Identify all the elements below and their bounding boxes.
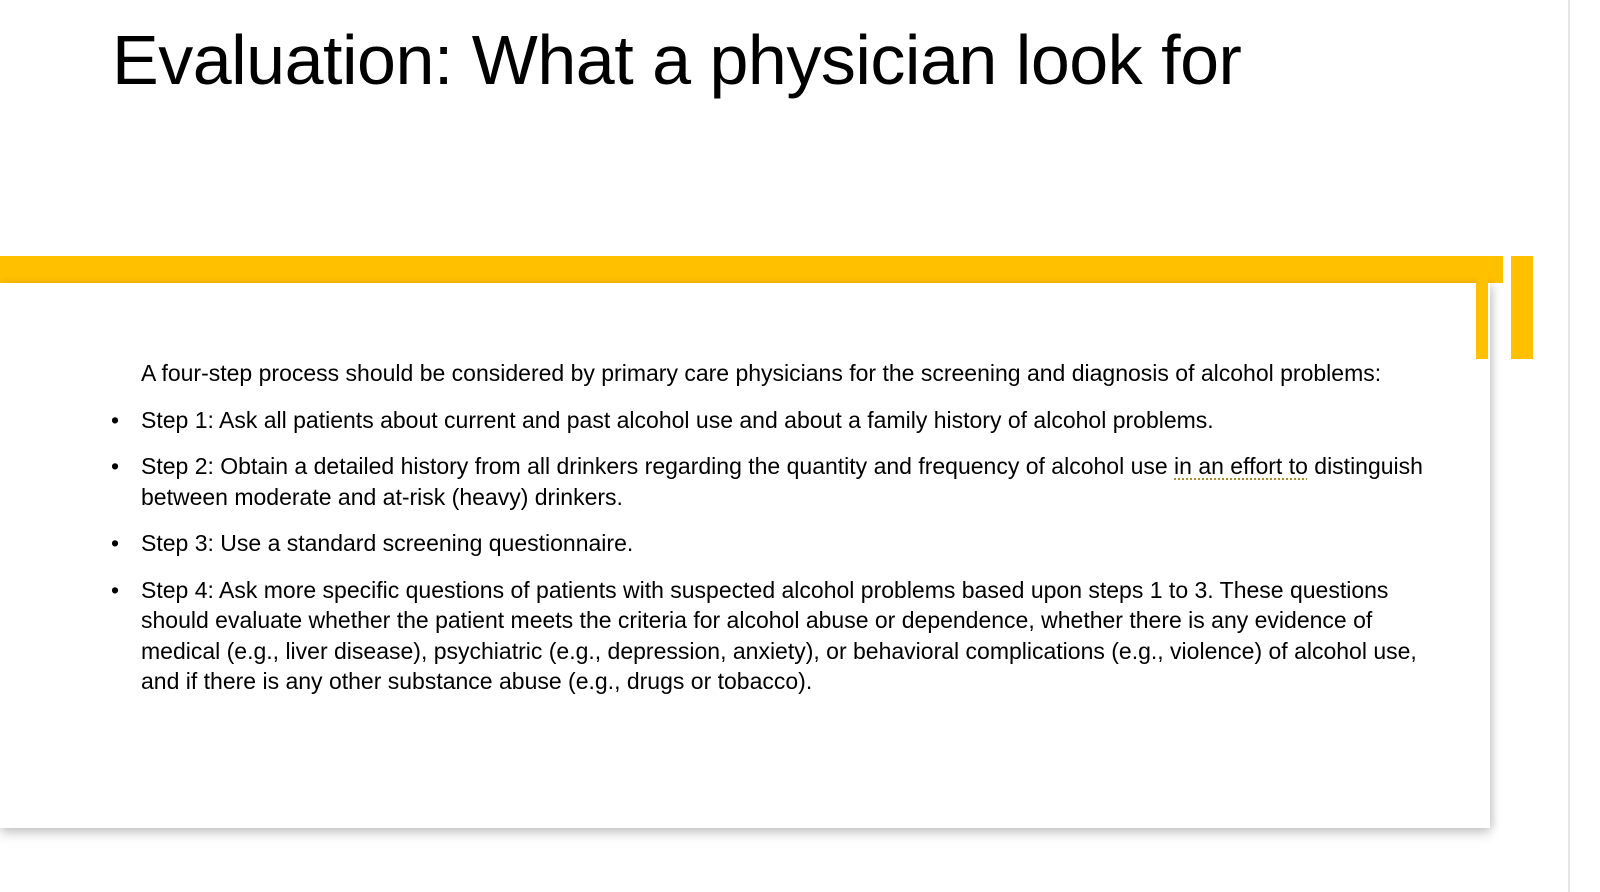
accent-bar-vertical-thin [1476, 256, 1488, 359]
slide-title[interactable]: Evaluation: What a physician look for [112, 21, 1242, 99]
intro-paragraph: A four-step process should be considered by primary care physicians for the screening and diagnosis of alcohol problems: [141, 360, 1382, 386]
accent-bar-horizontal [0, 256, 1503, 283]
bullet-icon: • [111, 576, 120, 603]
list-item-step-2 [111, 451, 1431, 512]
bullet-icon: • [111, 530, 120, 556]
step-4-text: Step 4: Ask more specific questions of patients with suspected alcohol problems based upon steps 1 to 3. These questions should evaluate whether the patient meets the criteria for alcohol abuse or dependence, whether there is any evidence of medical (e.g., liver disease), psychiatric (e.g., depression, anxiety), or behavioral complications (e.g., violence) of alcohol use, and if there is any other substance abuse (e.g., drugs or tobacco). [141, 576, 1417, 694]
grammar-flag-phrase[interactable]: in an effort to [1174, 453, 1308, 479]
content-text-box[interactable] [111, 358, 1431, 713]
slide-edge-divider [1568, 0, 1570, 892]
step-2-text-before: Step 2: Obtain a detailed history from all drinkers regarding the quantity and frequency of alcohol use [141, 453, 1175, 479]
accent-bar-vertical-thick [1511, 256, 1533, 359]
steps-list [111, 405, 1431, 697]
step-1-text: Step 1: Ask all patients about current and past alcohol use and about a family history of alcohol problems. [141, 406, 1214, 433]
bullet-icon: • [111, 406, 120, 433]
step-2-text-after: distinguish between moderate and at-risk (heavy) drinkers. [141, 453, 1423, 510]
list-item-step-1 [111, 405, 1431, 436]
list-item-step-4 [111, 575, 1431, 697]
bullet-icon: • [111, 453, 120, 479]
list-item-step-3 [111, 528, 1431, 559]
step-3-text: Step 3: Use a standard screening questionnaire. [141, 530, 634, 556]
